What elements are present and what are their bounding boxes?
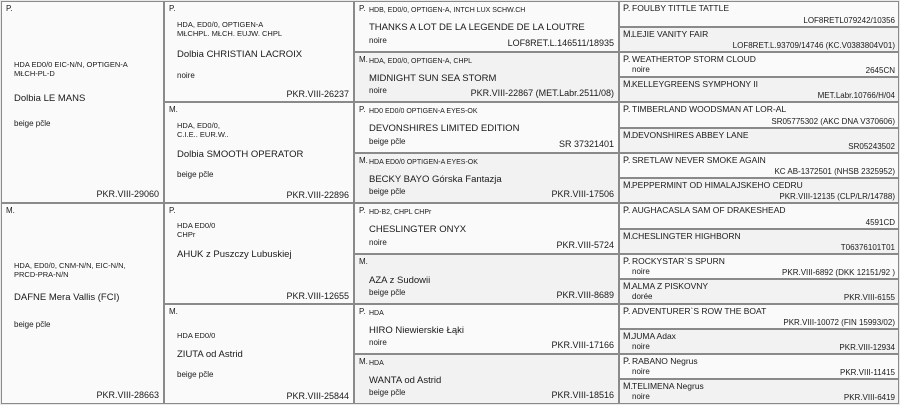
health-titles: HDA, ED0/0, OPTIGEN-A, CHPL [369, 58, 473, 65]
registration-number: PKR.VIII-5724 [556, 240, 614, 250]
gen4-cell [619, 229, 899, 254]
registration-number: PKR.VIII-12934 [839, 343, 895, 352]
gen4-cell [619, 254, 899, 279]
sex-label: M. [359, 257, 368, 266]
dog-name: FOULBY TITTLE TATTLE [632, 3, 729, 13]
grandsire-paternal-cell [164, 1, 354, 102]
health-titles: HDA ED0/0 OPTIGEN-A EYES-OK [369, 159, 478, 166]
health-titles: PRCD-PRA-N/N [14, 270, 69, 279]
registration-number: LOF8RETL079242/10356 [803, 16, 895, 25]
health-titles: HDA, ED0/0, OPTIGEN-A [177, 20, 264, 29]
gen4-cell [619, 52, 899, 77]
coat-color: beige pčle [369, 388, 406, 397]
gen4-cell [619, 329, 899, 354]
registration-number: SR05243502 [848, 142, 895, 151]
health-titles: HD0 ED0/0 OPTIGEN-A EYES-OK [369, 108, 478, 115]
sex-label: P. [359, 105, 366, 114]
coat-color: noire [632, 392, 650, 401]
coat-color: noire [632, 65, 650, 74]
gen4-cell [619, 379, 899, 404]
registration-number: PKR.VIII-6892 (DKK 12151/92 ) [782, 268, 895, 277]
dog-name: DEVONSHIRES LIMITED EDITION [369, 123, 520, 134]
dog-name: DAFNE Mera Vallis (FCI) [14, 292, 120, 303]
registration-number: PKR.VIII-12655 [286, 291, 349, 301]
registration-number: 4591CD [865, 218, 895, 227]
gen4-cell [619, 128, 899, 153]
health-titles: HDA, ED0/0, CNM-N/N, EIC-N/N, [14, 261, 126, 270]
health-titles: HDA, ED0/0, [177, 121, 220, 130]
coat-color: beige pčle [14, 320, 51, 329]
registration-number: T06376101T01 [840, 243, 895, 252]
dog-name: LEJIE VANITY FAIR [632, 29, 709, 39]
granddam-paternal-cell [164, 102, 354, 203]
sex-label: P. [169, 206, 176, 215]
sex-label: M. [623, 29, 633, 39]
sex-label: M. [623, 130, 633, 140]
dog-name: ADVENTURER`S ROW THE BOAT [632, 306, 767, 316]
sex-label: M. [169, 105, 178, 114]
health-titles: HDA ED0/0 EIC-N/N, OPTIGEN-A [14, 60, 128, 69]
registration-number: SR05775302 (AKC DNA V370606) [771, 117, 895, 126]
dog-name: Dolbia SMOOTH OPERATOR [177, 149, 304, 160]
registration-number: LOF8RET.L.93709/14746 (KC.V0383804V01) [732, 41, 895, 50]
dog-name: KELLEYGREENS SYMPHONY II [632, 79, 758, 89]
gen4-cell [619, 27, 899, 52]
coat-color: beige pčle [369, 288, 406, 297]
gen4-cell [619, 77, 899, 102]
sex-label: P. [623, 54, 631, 64]
registration-number: PKR.VIII-22867 (MET.Labr.2511/08) [470, 88, 614, 98]
sex-label: M. [169, 307, 178, 316]
sex-label: M. [359, 357, 368, 366]
registration-number: 2645CN [865, 66, 895, 75]
granddam-maternal-cell [164, 304, 354, 404]
registration-number: PKR.VIII-22896 [286, 190, 349, 200]
dog-name: JUMA Adax [632, 331, 676, 341]
dog-name: Dolbia LE MANS [14, 93, 86, 104]
coat-color: dorée [632, 292, 653, 301]
coat-color: noire [369, 238, 387, 247]
coat-color: noire [632, 367, 650, 376]
sex-label: P. [623, 356, 631, 366]
dog-name: AUGHACASLA SAM OF DRAKESHEAD [632, 205, 786, 215]
coat-color: noire [369, 36, 387, 45]
sex-label: P. [623, 104, 631, 114]
dog-name: BECKY BAYO Górska Fantazja [369, 174, 502, 185]
sex-label: P. [6, 4, 13, 13]
dog-name: THANKS A LOT DE LA LEGENDE DE LA LOUTRE [369, 22, 585, 33]
dog-name: TELIMENA Negrus [632, 381, 704, 391]
gen4-cell [619, 178, 899, 203]
registration-number: KC AB-1372501 (NHSB 2325952) [774, 167, 895, 176]
health-titles: HDA ED0/0 [177, 221, 216, 230]
registration-number: PKR.VIII-28663 [96, 390, 159, 400]
coat-color: noire [632, 267, 650, 276]
registration-number: PKR.VIII-12135 (CLP/LR/14788) [779, 192, 895, 201]
sex-label: P. [623, 3, 631, 13]
registration-number: PKR.VIII-17166 [551, 340, 614, 350]
registration-number: PKR.VIII-29060 [96, 189, 159, 199]
health-titles: HD-B2, CHPL CHPr [369, 209, 432, 216]
dog-name: ALMA Z PISKOVNY [632, 281, 709, 291]
coat-color: beige pčle [177, 370, 214, 379]
sex-label: P. [169, 4, 176, 13]
health-titles: HDA [369, 360, 384, 367]
sex-label: P. [359, 206, 366, 215]
dog-name: HIRO Niewierskie Łąki [369, 325, 465, 336]
gen3-cell [354, 203, 619, 254]
sex-label: P. [623, 256, 631, 266]
sex-label: M. [6, 206, 15, 215]
gen3-cell [354, 102, 619, 153]
dog-name: RABANO Negrus [632, 356, 698, 366]
dog-name: ROCKYSTAR`S SPURN [632, 256, 725, 266]
gen3-cell [354, 52, 619, 102]
registration-number: PKR.VIII-8689 [556, 290, 614, 300]
dam-cell [1, 203, 164, 404]
registration-number: PKR.VIII-17506 [551, 189, 614, 199]
gen4-cell [619, 354, 899, 379]
dog-name: AZA z Sudowii [369, 275, 431, 286]
grandsire-maternal-cell [164, 203, 354, 304]
health-titles: MŁCH-PL-D [14, 69, 55, 78]
gen4-cell [619, 153, 899, 178]
health-titles: HDA [369, 310, 384, 317]
gen4-cell [619, 304, 899, 329]
gen4-cell [619, 279, 899, 304]
registration-number: LOF8RET.L.146511/18935 [507, 38, 614, 48]
gen4-cell [619, 1, 899, 27]
coat-color: beige pčle [369, 187, 406, 196]
coat-color: noire [369, 86, 387, 95]
health-titles: CHPr [177, 230, 196, 239]
registration-number: PKR.VIII-11415 [840, 368, 895, 377]
sex-label: M. [623, 79, 633, 89]
dog-name: SRETLAW NEVER SMOKE AGAIN [632, 155, 766, 165]
sex-label: M. [623, 180, 633, 190]
dog-name: PEPPERMINT OD HIMALAJSKEHO CEDRU [632, 180, 803, 190]
coat-color: noire [177, 71, 195, 80]
dog-name: ZIUTA od Astrid [177, 349, 243, 360]
registration-number: PKR.VIII-25844 [286, 391, 349, 401]
sex-label: M. [623, 331, 633, 341]
coat-color: beige pčle [369, 137, 406, 146]
coat-color: noire [632, 342, 650, 351]
coat-color: beige pčle [14, 119, 51, 128]
sex-label: M. [623, 381, 633, 391]
dog-name: Dolbia CHRISTIAN LACROIX [177, 49, 303, 60]
dog-name: CHESLINGTER ONYX [369, 224, 467, 235]
gen3-cell [354, 254, 619, 304]
health-titles: HDB, ED0/0, OPTIGEN-A, INTCH LUX SCHW.CH [369, 7, 526, 14]
dog-name: DEVONSHIRES ABBEY LANE [632, 130, 749, 140]
gen4-cell [619, 102, 899, 128]
registration-number: PKR.VIII-10072 (FIN 15993/02) [783, 318, 895, 327]
registration-number: PKR.VIII-6419 [843, 393, 895, 402]
dog-name: AHUK z Puszczy Lubuskiej [177, 249, 292, 260]
health-titles: HDA ED0/0 [177, 331, 216, 340]
sex-label: P. [623, 306, 631, 316]
dog-name: TIMBERLAND WOODSMAN AT LOR-AL [632, 104, 787, 114]
sex-label: P. [623, 155, 631, 165]
dog-name: WANTA od Astrid [369, 375, 442, 386]
registration-number: PKR.VIII-26237 [286, 89, 349, 99]
sex-label: M. [359, 55, 368, 64]
sex-label: M. [359, 156, 368, 165]
registration-number: PKR.VIII-6155 [843, 293, 895, 302]
registration-number: MET.Labr.10766/H/04 [817, 91, 895, 100]
gen3-cell [354, 354, 619, 404]
dog-name: CHESLINGTER HIGHBORN [632, 231, 741, 241]
sex-label: P. [359, 4, 366, 13]
health-titles: MŁCHPL. MŁCH. EUJW. CHPL [177, 29, 283, 38]
coat-color: beige pčle [177, 170, 214, 179]
dog-name: WEATHERTOP STORM CLOUD [632, 54, 756, 64]
registration-number: PKR.VIII-18516 [551, 390, 614, 400]
gen3-cell [354, 1, 619, 52]
dog-name: MIDNIGHT SUN SEA STORM [369, 73, 497, 84]
health-titles: C.I.E.. EUR.W.. [177, 130, 229, 139]
coat-color: noire [369, 338, 387, 347]
sex-label: P. [359, 307, 366, 316]
sire-cell [1, 1, 164, 203]
registration-number: SR 37321401 [558, 139, 614, 149]
gen4-cell [619, 203, 899, 229]
sex-label: M. [623, 281, 633, 291]
sex-label: M. [623, 231, 633, 241]
sex-label: P. [623, 205, 631, 215]
gen3-cell [354, 304, 619, 354]
gen3-cell [354, 153, 619, 203]
